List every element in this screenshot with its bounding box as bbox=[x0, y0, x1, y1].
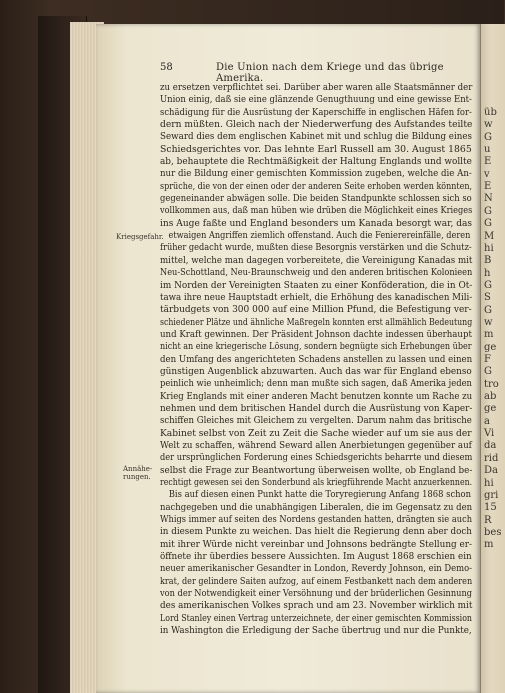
next-page-fragment: ge bbox=[484, 341, 497, 353]
text-line: schiedener Plätze und ähnliche Maßregeln konnten erst allmählich Bedeutung bbox=[160, 316, 473, 328]
text-line: Welt zu schaffen, während Seward allen Anerbietungen gegenüber auf bbox=[160, 439, 472, 451]
next-page-fragment: u bbox=[484, 144, 491, 156]
text-line: Neu-Schottland, Neu-Braunschweig und den anderen britischen Kolonieen bbox=[160, 267, 473, 279]
next-page-fragment: w bbox=[484, 119, 493, 131]
next-page-fragment: rid bbox=[484, 452, 499, 464]
next-page-fragment: m bbox=[484, 329, 494, 341]
next-page-fragment: S bbox=[484, 292, 491, 304]
text-line: und Kraft gewinnen. Der Präsident Johnson dachte indessen überhaupt bbox=[160, 328, 472, 340]
text-line: Lord Stanley einen Vertrag unterzeichnete, der einer gemischten Kommission bbox=[160, 612, 473, 624]
text-line: zu ersetzen verpflichtet sei. Darüber aber waren alle Staatsmänner der bbox=[160, 82, 473, 93]
text-line: tärbudgets von 300 000 auf eine Million Pfund, die Befestigung ver- bbox=[160, 304, 472, 316]
margin-note-text: Kriegsgefahr. bbox=[116, 233, 164, 241]
text-line: krat, der gelindere Saiten aufzog, auf einem Festbankett nach dem anderen bbox=[160, 575, 473, 587]
next-page-edge bbox=[480, 24, 505, 693]
text-line: vollkommen aus, daß man hüben wie drüben die Möglichkeit eines Krieges bbox=[160, 205, 473, 217]
text-line: früher gedacht wurde, mußten diese Besorgnis verstärken und die Schutz- bbox=[160, 242, 472, 254]
text-line: ins Auge faßte und England besonders um Kanada besorgt war, das bbox=[160, 217, 473, 229]
page-number: 58 bbox=[160, 62, 173, 73]
text-line: der ursprünglichen Forderung eines Schiedsgerichts beharrte und diesem bbox=[160, 452, 473, 464]
next-page-fragment: tro bbox=[484, 378, 499, 390]
next-page-fragment: da bbox=[484, 440, 497, 452]
text-line: des amerikanischen Volkes sprach und am 23. November wirklich mit bbox=[160, 600, 473, 612]
margin-note-text: Annähe- bbox=[123, 465, 153, 473]
next-page-fragment: E bbox=[484, 181, 492, 193]
next-page-fragment: F bbox=[484, 354, 491, 365]
text-line: gegeneinander abwägen solle. Die beiden Standpunkte schlossen sich so bbox=[160, 193, 472, 205]
text-line: tawa ihre neue Hauptstadt erhielt, die Erhöhung des kanadischen Mili- bbox=[160, 291, 473, 303]
next-page-fragment: ab bbox=[484, 391, 497, 403]
text-line: günstigen Augenblick abzuwarten. Auch das war für England ebenso bbox=[160, 365, 472, 377]
text-line: etwaigen Angriffen ziemlich offenstand. Auch die Fenierereinfälle, deren bbox=[168, 230, 471, 242]
margin-note-annaeherungen bbox=[123, 465, 157, 481]
next-page-fragment: N bbox=[484, 193, 493, 205]
next-page-fragment: 15 bbox=[484, 502, 497, 514]
margin-note-kriegsgefahr bbox=[116, 233, 164, 241]
text-line: peinlich wie unheimlich; denn man mußte sich sagen, daß Amerika jeden bbox=[160, 378, 472, 390]
margin-note-text: rungen. bbox=[123, 473, 151, 481]
text-line: mit ihrer Würde nicht vereinbar und Johnsons bedrängte Stellung er- bbox=[160, 538, 472, 550]
next-page-fragment: G bbox=[484, 366, 492, 378]
running-head-title: Die Union nach dem Kriege und das übrige Amerika. bbox=[216, 62, 444, 84]
next-page-fragment: G bbox=[484, 279, 492, 291]
next-page-fragment: G bbox=[484, 205, 492, 217]
next-page-fragment: bes bbox=[484, 526, 502, 538]
text-line: ab, behauptete die Rechtmäßigkeit der Haltung Englands und wollte bbox=[160, 156, 472, 168]
next-page-fragment: Da bbox=[484, 465, 498, 477]
next-page-fragment: B bbox=[484, 255, 492, 267]
next-page-fragment: E bbox=[484, 156, 492, 168]
text-line: Kabinet selbst von Zeit zu Zeit die Sache wieder auf um sie aus der bbox=[160, 427, 472, 439]
next-page-fragment: Vi bbox=[484, 428, 495, 440]
next-page-fragment: gri bbox=[484, 489, 499, 501]
text-line: dern müßten. Gleich nach der Niederwerfung des Aufstandes teilte bbox=[160, 119, 473, 131]
next-page-fragment: hi bbox=[484, 242, 494, 254]
running-head bbox=[160, 62, 472, 84]
next-page-fragment: G bbox=[484, 218, 492, 230]
next-page-fragment: G bbox=[484, 304, 492, 316]
next-page-fragment: ge bbox=[484, 403, 497, 415]
text-line: öffnete ihr überdies bessere Aussichten. Im August 1868 erschien ein bbox=[160, 551, 472, 563]
text-line: nehmen und dem britischen Handel durch die Ausrüstung von Kaper- bbox=[160, 402, 473, 414]
text-line: Krieg Englands mit einer anderen Macht benutzen konnte um Rache zu bbox=[160, 390, 473, 402]
next-page-fragment: hi bbox=[484, 477, 494, 489]
next-page-fragment: w bbox=[484, 316, 493, 328]
text-line: Union einig, daß sie eine glänzende Genugthuung und eine gewisse Ent- bbox=[160, 94, 472, 106]
next-page-fragment: üb bbox=[484, 107, 497, 118]
text-line: neuer amerikanischer Gesandter in London, Reverdy Johnson, ein Demo- bbox=[160, 563, 472, 575]
text-line: rechtigt gewesen sei den Sonderbund als kriegführende Macht anzuerkennen. bbox=[160, 477, 473, 488]
text-line: in diesem Punkte zu weichen. Das hielt die Regierung denn aber doch bbox=[160, 526, 472, 538]
text-line: im Norden der Vereinigten Staaten zu einer Konföderation, die in Ot- bbox=[160, 279, 473, 291]
next-page-fragment: v bbox=[484, 168, 490, 180]
next-page-fragment: a bbox=[484, 415, 490, 427]
text-line: sprüche, die von der einen oder der anderen Seite erhoben werden könnten, bbox=[160, 180, 473, 192]
text-line: mittel, welche man dagegen vorbereitete, die Vereinigung Kanadas mit bbox=[160, 254, 473, 266]
text-line: schiffen Gleiches mit Gleichem zu vergelten. Darum nahm das britische bbox=[160, 415, 472, 427]
text-line: schädigung für die Ausrüstung der Kaperschiffe in englischen Häfen for- bbox=[160, 106, 472, 118]
text-line: nicht an eine kriegerische Lösung, sondern begnügte sich Erhebungen über bbox=[160, 341, 472, 353]
next-page-fragment: m bbox=[484, 539, 494, 551]
text-line: Schiedsgerichtes vor. Das lehnte Earl Russell am 30. August 1865 bbox=[160, 143, 472, 155]
text-line: selbst die Frage zur Beantwortung überweisen wollte, ob England be- bbox=[160, 464, 473, 476]
next-page-fragment: M bbox=[484, 230, 495, 242]
text-line: Bis auf diesen einen Punkt hatte die Toryregierung Anfang 1868 schon bbox=[168, 489, 472, 501]
text-line: von der Notwendigkeit einer Versöhnung und der brüderlichen Gesinnung bbox=[160, 588, 473, 600]
text-line: nur die Bildung einer gemischten Kommission zugeben, welche die An- bbox=[160, 168, 472, 180]
next-page-fragment: h bbox=[484, 267, 491, 279]
text-line: in Washington die Erledigung der Sache übertrug und nur die Punkte, bbox=[160, 625, 472, 637]
next-page-fragment: R bbox=[484, 514, 492, 526]
body-text bbox=[160, 82, 472, 637]
text-line: Whigs immer auf seiten des Nordens gestanden hatten, drängten sie auch bbox=[160, 514, 473, 526]
next-page-fragment: G bbox=[484, 131, 492, 143]
text-line: den Umfang des angerichteten Schadens anstellen zu lassen und einen bbox=[160, 353, 473, 365]
text-line: nachgegeben und die unabhängigen Liberalen, die im Gegensatz zu den bbox=[160, 501, 473, 513]
text-line: Seward dies dem englischen Kabinet mit und schlug die Bildung eines bbox=[160, 131, 473, 143]
